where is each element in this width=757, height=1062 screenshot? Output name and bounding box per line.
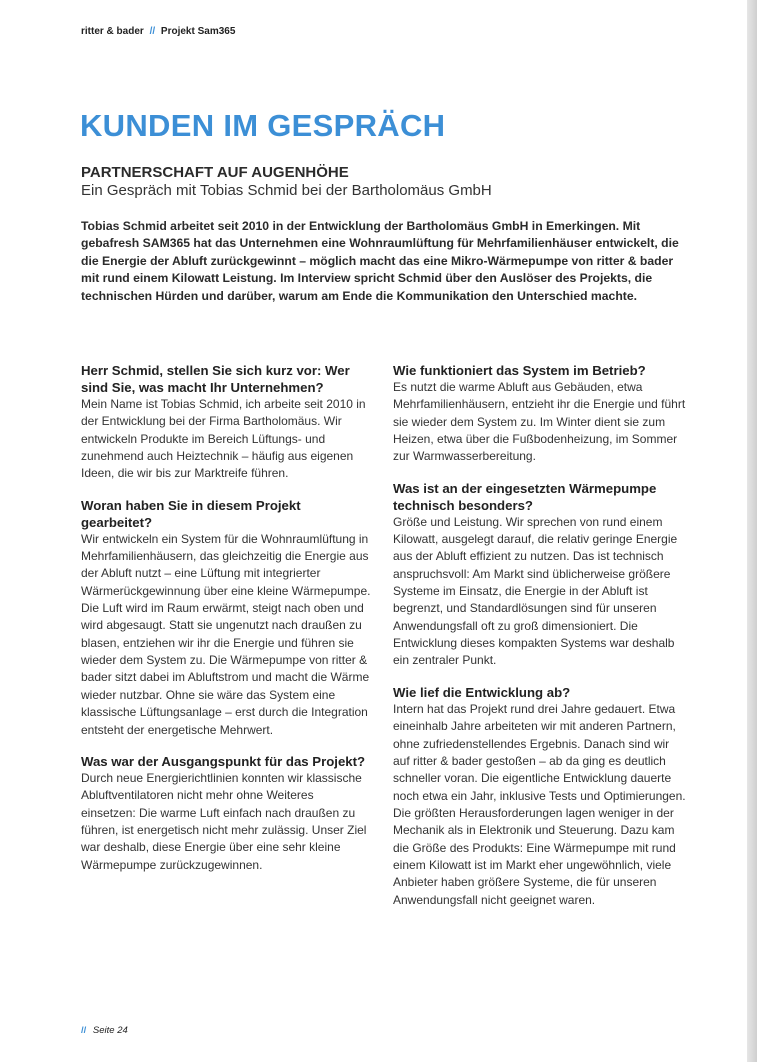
interview-question: Herr Schmid, stellen Sie sich kurz vor: Wer sind Sie, was macht Ihr Unternehmen? [81, 363, 350, 395]
article-lead: Tobias Schmid arbeitet seit 2010 in der Entwicklung der Bartholomäus GmbH in Emerkingen. Mit gebafresh SAM365 hat das Unternehmen eine Wohnraumlüftung für Mehrfamilienhäuser entwickelt, die die Energie der Abluft zurückgewinnt – möglich macht das eine Mikro-Wärmepumpe von ritter & bader mit rund einem Kilowatt Leistung. Im Interview spricht Schmid über den Auslöser des Projekts, die technischen Hürden und darüber, warum am Ende die Kommunikation den Unterschied machte. [81, 219, 679, 303]
page-title: KUNDEN IM GESPRÄCH [80, 108, 446, 143]
interview-block [81, 497, 371, 739]
interview-question: Was ist an der eingesetzten Wärmepumpe technisch besonders? [393, 480, 657, 513]
interview-block [393, 684, 688, 909]
page-edge-shadow [747, 0, 757, 1062]
interview-question: Woran haben Sie in diesem Projekt gearbeitet? [81, 497, 301, 530]
interview-question: Wie funktioniert das System im Betrieb? [393, 363, 646, 378]
interview-answer: Mein Name ist Tobias Schmid, ich arbeite seit 2010 in der Entwicklung bei der Firma Bartholomäus. Wir entwickeln Produkte im Bereich Lüftungs- und zunehmend auch Heiztechnik – häufig aus eigenen Ideen, die wir bis zur Marktreife führen. [81, 397, 366, 481]
running-header [81, 26, 235, 37]
interview-answer: Wir entwickeln ein System für die Wohnraumlüftung in Mehrfamilienhäusern, das gleichzeitig die Energie aus der Abluft nutzt – eine Lüftung mit integrierter Wärmerückgewinnung über eine kleine Wärmepumpe. Die Luft wird im Raum erwärmt, steigt nach oben und wird abgesaugt. Statt sie ungenutzt nach draußen zu blasen, entziehen wir ihr die Energie und führen sie wieder dem System zu. Die Wärmepumpe von ritter & bader sitzt dabei im Abluftstrom und macht die Wärme wieder nutzbar. Ohne sie wäre das System eine klassische Lüftungsanlage – erst durch die Integration entsteht der energetische Mehrwert. [81, 531, 371, 737]
header-project: Projekt Sam365 [160, 26, 236, 37]
left-column [81, 362, 371, 888]
right-column [393, 362, 688, 923]
interview-block [393, 480, 688, 670]
header-brand: ritter & bader [81, 26, 144, 37]
article-kicker: PARTNERSCHAFT AUF AUGENHÖHE [81, 164, 349, 181]
interview-answer: Durch neue Energierichtlinien konnten wir klassische Abluftventilatoren nicht mehr ohne Weiteres einsetzen: Die warme Luft einfach nach draußen zu führen, ist energetisch nicht mehr zulässig. Unser Ziel war deshalb, diese Energie über eine sehr kleine Wärmepumpe zurückzugewinnen. [81, 770, 367, 872]
article-subtitle: Ein Gespräch mit Tobias Schmid bei der Bartholomäus GmbH [81, 182, 492, 199]
interview-answer: Größe und Leistung. Wir sprechen von rund einem Kilowatt, ausgelegt darauf, die relativ geringe Energie aus der Abluft effizient zu nutzen. Das ist technisch anspruchsvoll: Am Markt sind üblicherweise größere Systeme im Einsatz, die Energie in der Abluft ist begrenzt, und Standardlösungen sind für unseren Anwendungsfall oft zu groß dimensioniert. Die Entwicklung dieses kompakten Systems war deshalb ein zentraler Punkt. [393, 514, 678, 668]
interview-question: Wie lief die Entwicklung ab? [393, 684, 571, 700]
interview-answer: Es nutzt die warme Abluft aus Gebäuden, etwa Mehrfamilienhäusern, entzieht ihr die Energie und führt sie wieder dem System zu. Im Winter dient sie zum Heizen, etwa über die Fußbodenheizung, im Sommer zur Warmwasserbereitung. [393, 380, 686, 464]
footer-separator: // [81, 1025, 87, 1036]
interview-question: Was war der Ausgangspunkt für das Projekt? [81, 753, 366, 769]
header-separator: // [149, 26, 156, 37]
interview-block [393, 362, 688, 466]
page-number: Seite 24 [92, 1025, 128, 1036]
interview-block [81, 362, 371, 483]
interview-answer: Intern hat das Projekt rund drei Jahre gedauert. Etwa eineinhalb Jahre arbeiteten wir mit anderen Partnern, ohne zufriedenstellendes Ergebnis. Danach sind wir auf ritter & bader gestoßen – ab da ging es deutlich schneller voran. Die eigentliche Entwicklung dauerte noch etwa ein Jahr, inklusive Tests und Optimierungen. Die größten Herausforderungen lagen weniger in der Mechanik als in Elektronik und Steuerung. Dazu kam die Größe des Produkts: Eine Wärmepumpe mit rund einem Kilowatt ist im Markt eher ungewöhnlich, viele Anbieter haben größere Systeme, die für unseren Anwendungsfall nicht geeignet waren. [393, 701, 686, 907]
interview-block [81, 753, 371, 874]
page-footer [81, 1025, 128, 1036]
